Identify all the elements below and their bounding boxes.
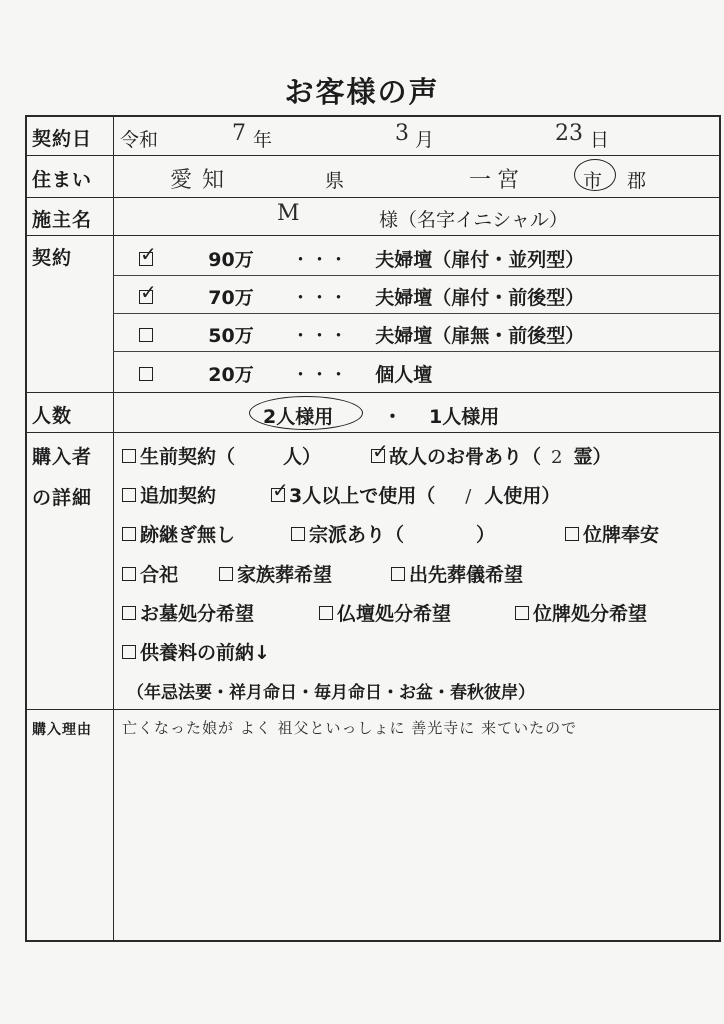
pre-contract-text: 生前契約（ xyxy=(140,446,236,468)
sect-close: ） xyxy=(476,524,496,546)
goushi-text: 合祀 xyxy=(140,564,179,586)
family-funeral-text: 家族葬希望 xyxy=(237,564,333,586)
checkbox[interactable] xyxy=(120,524,140,544)
checkbox[interactable] xyxy=(120,446,140,466)
sect-option[interactable] xyxy=(289,520,495,547)
no-successor-option[interactable] xyxy=(120,520,235,547)
option-dots: ・・・ xyxy=(290,325,348,347)
three-plus-option[interactable] xyxy=(269,478,561,508)
purchaser-label-line2: の詳細 xyxy=(32,487,93,509)
contract-date-label: 契約日 xyxy=(32,128,93,150)
deceased-unit: 霊） xyxy=(573,446,612,468)
additional-text: 追加契約 xyxy=(140,485,217,507)
option-divider xyxy=(113,313,719,314)
option-price: 70万 xyxy=(208,287,254,309)
grave-disposal-text: お墓処分希望 xyxy=(140,603,255,625)
prefecture-unit: 県 xyxy=(325,170,345,192)
city-unit[interactable]: 市 xyxy=(583,170,603,192)
option-desc: 個人壇 xyxy=(375,364,433,386)
three-plus-text: 3人以上で使用（ xyxy=(289,485,436,507)
row-divider xyxy=(27,197,719,198)
altar-disposal-text: 仏壇処分希望 xyxy=(337,603,452,625)
row-divider xyxy=(27,392,719,393)
additional-option[interactable] xyxy=(120,481,216,508)
option-desc: 夫婦壇（扉付・前後型） xyxy=(375,287,585,309)
option-price: 90万 xyxy=(208,249,254,271)
pre-contract-unit: 人） xyxy=(283,446,322,468)
checkbox-checked[interactable]: ✓ xyxy=(272,478,289,502)
month-unit: 月 xyxy=(415,129,435,151)
month-value[interactable]: 3 xyxy=(395,121,409,146)
people-option-one[interactable]: 1人様用 xyxy=(429,406,500,428)
year-value[interactable]: 7 xyxy=(232,121,246,146)
goushi-option[interactable] xyxy=(120,560,178,587)
checkbox[interactable] xyxy=(389,564,409,584)
option-dots: ・・・ xyxy=(290,364,348,386)
owner-label: 施主名 xyxy=(32,209,93,231)
row-divider xyxy=(27,432,719,433)
checkbox-checked[interactable]: ✓ xyxy=(140,242,157,266)
year-unit: 年 xyxy=(253,129,273,151)
sect-text: 宗派あり（ xyxy=(309,524,405,546)
option-price: 50万 xyxy=(208,325,254,347)
checkbox[interactable] xyxy=(513,603,533,623)
reason-label: 購入理由 xyxy=(32,722,92,738)
offering-prepay-option[interactable] xyxy=(120,638,270,665)
contract-option-20[interactable] xyxy=(137,360,432,387)
offering-prepay-text: 供養料の前納↓ xyxy=(140,642,270,664)
customer-voice-form xyxy=(25,115,721,942)
deceased-option[interactable] xyxy=(369,439,612,469)
residence-label: 住まい xyxy=(32,169,93,191)
option-desc: 夫婦壇（扉無・前後型） xyxy=(375,325,585,347)
checkbox[interactable] xyxy=(317,603,337,623)
owner-initial-value[interactable]: M xyxy=(277,201,300,226)
checkbox[interactable] xyxy=(137,364,157,384)
people-label: 人数 xyxy=(32,405,73,427)
checkbox[interactable] xyxy=(289,524,309,544)
checkbox[interactable] xyxy=(120,564,140,584)
people-option-two[interactable]: 2人様用 xyxy=(263,406,334,428)
contract-option-90[interactable] xyxy=(137,242,585,272)
option-divider xyxy=(113,351,719,352)
option-dots: ・・・ xyxy=(290,249,348,271)
grave-disposal-option[interactable] xyxy=(120,599,254,626)
option-price: 20万 xyxy=(208,364,254,386)
page-title: お客様の声 xyxy=(284,75,440,109)
era-text: 令和 xyxy=(120,129,159,151)
label-column-divider xyxy=(113,117,114,940)
ihai-disposal-option[interactable] xyxy=(513,599,647,626)
checkbox[interactable] xyxy=(563,524,583,544)
altar-disposal-option[interactable] xyxy=(317,599,451,626)
option-desc: 夫婦壇（扉付・並列型） xyxy=(375,249,585,271)
row-divider xyxy=(27,155,719,156)
prefecture-value[interactable]: 愛知 xyxy=(170,168,235,193)
reason-text[interactable]: 亡くなった娘が よく 祖父といっしょに 善光寺に 来ていたので xyxy=(122,719,578,737)
deceased-text: 故人のお骨あり（ xyxy=(389,446,542,468)
option-dots: ・・・ xyxy=(290,287,348,309)
outside-funeral-text: 出先葬儀希望 xyxy=(409,564,524,586)
three-plus-unit: 人使用） xyxy=(484,485,561,507)
family-funeral-option[interactable] xyxy=(217,560,332,587)
city-value[interactable]: 一宮 xyxy=(469,168,526,193)
contract-option-50[interactable] xyxy=(137,321,584,348)
row-divider xyxy=(27,709,719,710)
checkbox[interactable] xyxy=(120,642,140,662)
outside-funeral-option[interactable] xyxy=(389,560,523,587)
pre-contract-option[interactable] xyxy=(120,442,321,469)
district-unit[interactable]: 郡 xyxy=(627,170,647,192)
row-divider xyxy=(27,235,719,236)
people-separator: ・ xyxy=(383,406,403,428)
no-successor-text: 跡継ぎ無し xyxy=(140,524,236,546)
purchaser-label-line1: 購入者 xyxy=(32,446,93,468)
deceased-value[interactable]: 2 xyxy=(551,447,564,468)
day-unit: 日 xyxy=(590,129,610,151)
option-divider xyxy=(113,275,719,276)
contract-label: 契約 xyxy=(32,247,73,269)
contract-option-70[interactable] xyxy=(137,280,585,310)
owner-suffix: 様（名字イニシャル） xyxy=(379,209,568,231)
checkbox[interactable] xyxy=(137,325,157,345)
day-value[interactable]: 23 xyxy=(555,121,583,146)
checkbox[interactable] xyxy=(120,603,140,623)
checkbox[interactable] xyxy=(120,485,140,505)
ihai-option[interactable] xyxy=(563,520,659,547)
checkbox-checked[interactable]: ✓ xyxy=(372,439,389,463)
ihai-text: 位牌奉安 xyxy=(583,524,660,546)
checkbox[interactable] xyxy=(217,564,237,584)
checkbox-checked[interactable]: ✓ xyxy=(140,280,157,304)
ihai-disposal-text: 位牌処分希望 xyxy=(533,603,648,625)
memorial-note: （年忌法要・祥月命日・毎月命日・お盆・春秋彼岸） xyxy=(127,683,535,703)
three-plus-value[interactable]: / xyxy=(465,486,473,507)
